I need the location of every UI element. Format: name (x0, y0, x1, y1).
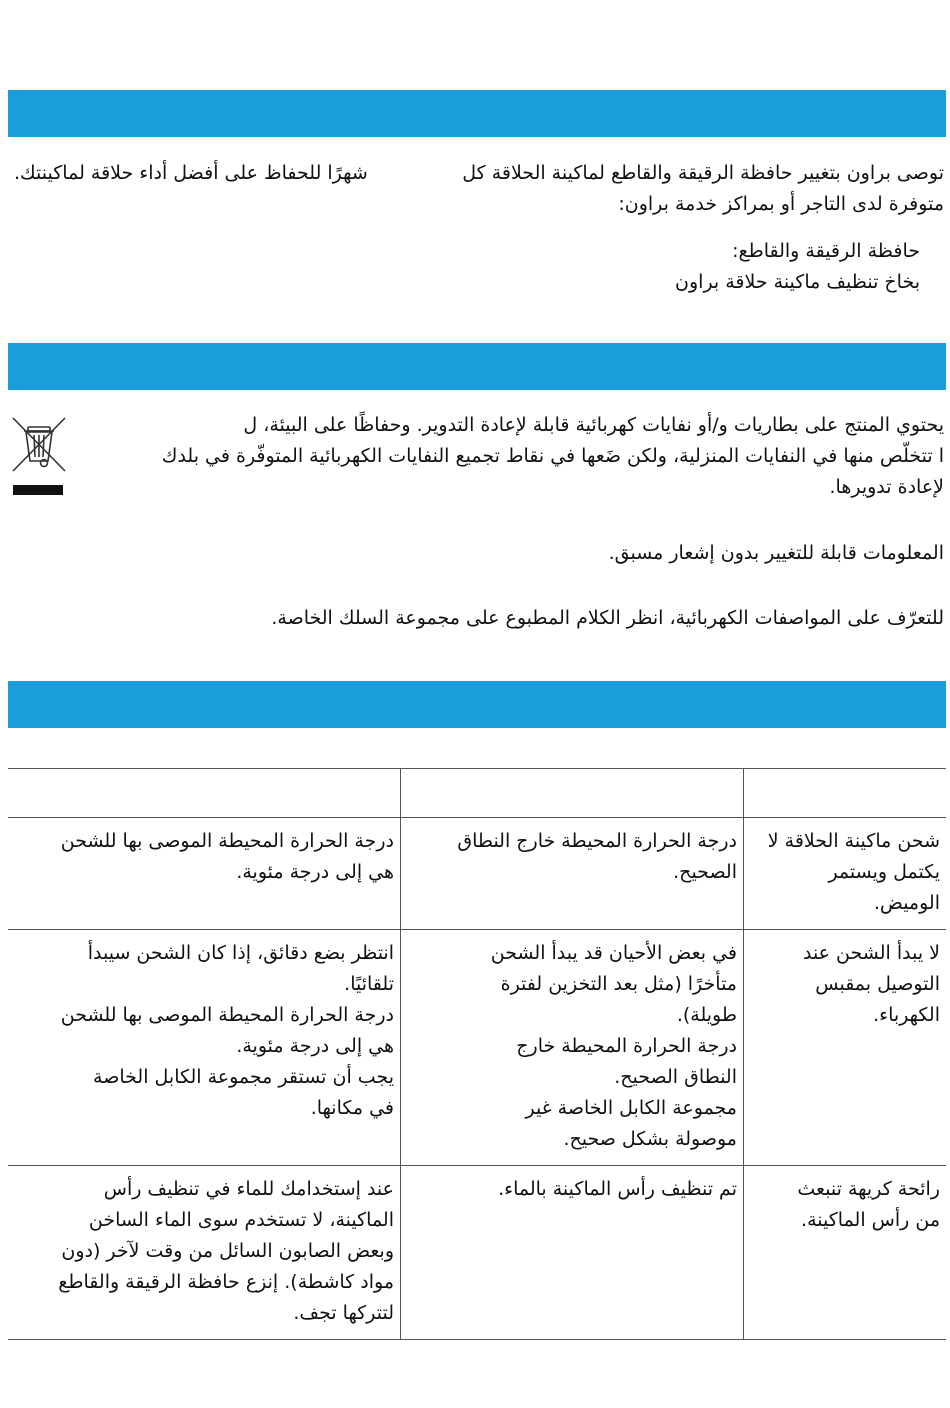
replacement-item-cleaning-spray: بخاخ تنظيف ماكينة حلاقة براون (675, 271, 920, 293)
section-header-bar-environment (8, 343, 946, 390)
solution-cell: درجة الحرارة المحيطة الموصى بها للشحن هي إلى درجة مئوية. (8, 818, 401, 930)
electrical-spec-note: للتعرّف على المواصفات الكهربائية، انظر الكلام المطبوع على مجموعة السلك الخاصة. (271, 607, 944, 629)
solution-cell: انتظر بضع دقائق، إذا كان الشحن سيبدأ تلقائيًا. درجة الحرارة المحيطة الموصى بها للشحن هي إلى درجة مئوية. يجب أن تستقر مجموعة الكابل الخاصة في مكانها. (8, 930, 401, 1166)
problem-cell: رائحة كريهة تنبعث من رأس الماكينة. (744, 1166, 947, 1340)
table-header-cause (401, 769, 744, 818)
replacement-intro-right: توصى براون بتغيير حافظة الرقيقة والقاطع لماكينة الحلاقة كل (462, 162, 944, 184)
table-header-solution (8, 769, 401, 818)
table-header-row (8, 769, 946, 818)
replacement-intro-left: شهرًا للحفاظ على أفضل أداء حلاقة لماكينتك. (14, 162, 368, 184)
table-row (8, 818, 946, 930)
crossed-out-wheelie-bin-icon (10, 413, 66, 497)
table-row (8, 1166, 946, 1340)
cause-cell: تم تنظيف رأس الماكينة بالماء. (401, 1166, 744, 1340)
cause-cell: في بعض الأحيان قد يبدأ الشحن متأخرًا (مثل بعد التخزين لفترة طويلة). درجة الحرارة المحيطة خارج النطاق الصحيح. مجموعة الكابل الخاصة غير موصولة بشكل صحيح. (401, 930, 744, 1166)
section-header-bar-troubleshooting (8, 681, 946, 728)
environment-line-2: ا تتخلّص منها في النفايات المنزلية، ولكن ضَعها في نقاط تجميع النفايات الكهربائية المتوفّرة في بلدك (161, 445, 944, 467)
cause-cell: درجة الحرارة المحيطة خارج النطاق الصحيح. (401, 818, 744, 930)
table-row (8, 930, 946, 1166)
change-notice: المعلومات قابلة للتغيير بدون إشعار مسبق. (608, 542, 944, 564)
replacement-intro-right-2: متوفرة لدى التاجر أو بمراكز خدمة براون: (618, 193, 944, 215)
problem-cell: شحن ماكينة الحلاقة لا يكتمل ويستمر الوميض. (744, 818, 947, 930)
problem-cell: لا يبدأ الشحن عند التوصيل بمقبس الكهرباء. (744, 930, 947, 1166)
section-header-bar-replacement (8, 90, 946, 137)
environment-line-3: لإعادة تدويرها. (829, 476, 944, 498)
table-header-problem (744, 769, 947, 818)
environment-line-1: يحتوي المنتج على بطاريات و/أو نفايات كهربائية قابلة لإعادة التدوير. وحفاظًا على البيئة، ل (243, 414, 944, 436)
solution-cell: عند إستخدامك للماء في تنظيف رأس الماكينة، لا تستخدم سوى الماء الساخن وبعض الصابون السائل من وقت لآخر (دون مواد كاشطة). إنزع حافظة الرقيقة والقاطع لتتركها تجف. (8, 1166, 401, 1340)
troubleshooting-table (8, 768, 946, 1340)
replacement-item-foil-cutter: حافظة الرقيقة والقاطع: (732, 240, 920, 262)
